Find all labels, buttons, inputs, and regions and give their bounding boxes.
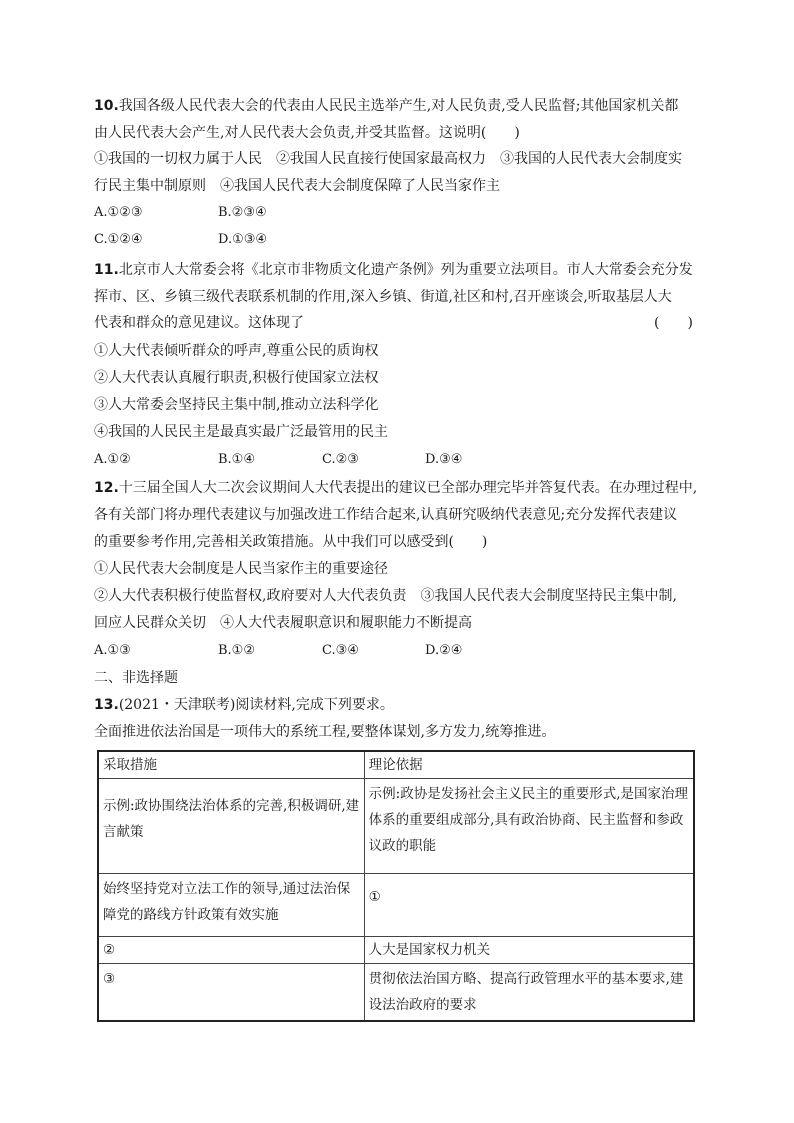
q12-statement-1: ①人民代表大会制度是人民当家作主的重要途径 — [94, 561, 388, 577]
table-row — [98, 779, 694, 874]
q11-statement-1: ①人大代表倾听群众的呼声,尊重公民的质询权 — [94, 343, 379, 359]
table-cell: 人大是国家权力机关 — [364, 937, 694, 964]
q12-option-c: C.③④ — [322, 643, 359, 658]
table-header-row — [98, 751, 694, 779]
q13-line1: 13.(2021・天津联考)阅读材料,完成下列要求。 — [94, 697, 394, 713]
q12-statement-2: ②人大代表积极行使监督权,政府要对人大代表负责 ③我国人民代表大会制度坚持民主集中制, — [94, 588, 677, 604]
table-cell: ① — [364, 874, 694, 937]
q13-line2: 全面推进依法治国是一项伟大的系统工程,要整体谋划,多方发力,统筹推进。 — [94, 724, 556, 740]
q11-line3: 代表和群众的意见建议。这体现了 — [94, 315, 304, 331]
q10-option-d: D.①③④ — [218, 232, 268, 247]
q11-answer-paren: ( ) — [654, 315, 693, 331]
q10-line2: 由人民代表大会产生,对人民代表大会负责,并受其监督。这说明( ) — [94, 125, 520, 141]
q13-table — [97, 750, 695, 1022]
table-cell: ② — [98, 937, 364, 964]
q12-number: 12. — [94, 480, 119, 496]
q11-option-a: A.①② — [94, 452, 131, 467]
q11-option-b: B.①④ — [218, 452, 255, 467]
q11-statement-3: ③人大常委会坚持民主集中制,推动立法科学化 — [94, 397, 379, 413]
q11-statement-2: ②人大代表认真履行职责,积极行使国家立法权 — [94, 370, 379, 386]
q10-statement-1: ①我国的一切权力属于人民 ②我国人民直接行使国家最高权力 ③我国的人民代表大会制度实 — [94, 151, 682, 167]
q10-option-a: A.①②③ — [94, 205, 143, 220]
q11-statement-4: ④我国的人民民主是最真实最广泛最管用的民主 — [94, 424, 388, 440]
q10-option-c: C.①②④ — [94, 232, 143, 247]
q12-option-d: D.②④ — [425, 643, 463, 658]
q12-line1: 12.十三届全国人大二次会议期间人大代表提出的建议已全部办理完毕并答复代表。在办理过程中, — [94, 480, 698, 496]
q11-number: 11. — [94, 262, 119, 278]
section-heading: 二、非选择题 — [94, 670, 178, 686]
q10-statement-2: 行民主集中制原则 ④我国人民代表大会制度保障了人民当家作主 — [94, 178, 500, 194]
table-cell: 示例:政协围绕法治体系的完善,积极调研,建言献策 — [98, 779, 364, 874]
q10-line1: 10.我国各级人民代表大会的代表由人民民主选举产生,对人民负责,受人民监督;其他国家机关都 — [94, 98, 679, 114]
q11-line1: 11.北京市人大常委会将《北京市非物质文化遗产条例》列为重要立法项目。市人大常委会充分发 — [94, 262, 693, 278]
table-row — [98, 964, 694, 1022]
q10-number: 10. — [94, 98, 119, 114]
q11-option-d: D.③④ — [425, 452, 463, 467]
q10-option-b: B.②③④ — [218, 205, 267, 220]
table-cell: 始终坚持党对立法工作的领导,通过法治保障党的路线方针政策有效实施 — [98, 874, 364, 937]
table-cell: 示例:政协是发扬社会主义民主的重要形式,是国家治理体系的重要组成部分,具有政治协商、民主监督和参政议政的职能 — [364, 779, 694, 874]
q12-statement-3: 回应人民群众关切 ④人大代表履职意识和履职能力不断提高 — [94, 615, 472, 631]
table-row — [98, 937, 694, 964]
table-header-basis: 理论依据 — [364, 751, 694, 779]
q11-line2: 挥市、区、乡镇三级代表联系机制的作用,深入乡镇、街道,社区和村,召开座谈会,听取基层人大 — [94, 289, 672, 305]
q11-option-c: C.②③ — [322, 452, 359, 467]
table-header-measures: 采取措施 — [98, 751, 364, 779]
table-row — [98, 874, 694, 937]
q12-option-b: B.①② — [218, 643, 255, 658]
q12-line2: 各有关部门将办理代表建议与加强改进工作结合起来,认真研究吸纳代表意见;充分发挥代表建议 — [94, 507, 678, 523]
table-cell: ③ — [98, 964, 364, 1022]
table-cell: 贯彻依法治国方略、提高行政管理水平的基本要求,建设法治政府的要求 — [364, 964, 694, 1022]
q12-option-a: A.①③ — [94, 643, 131, 658]
q13-number: 13. — [94, 697, 119, 713]
q12-line3: 的重要参考作用,完善相关政策措施。从中我们可以感受到( ) — [94, 534, 488, 550]
